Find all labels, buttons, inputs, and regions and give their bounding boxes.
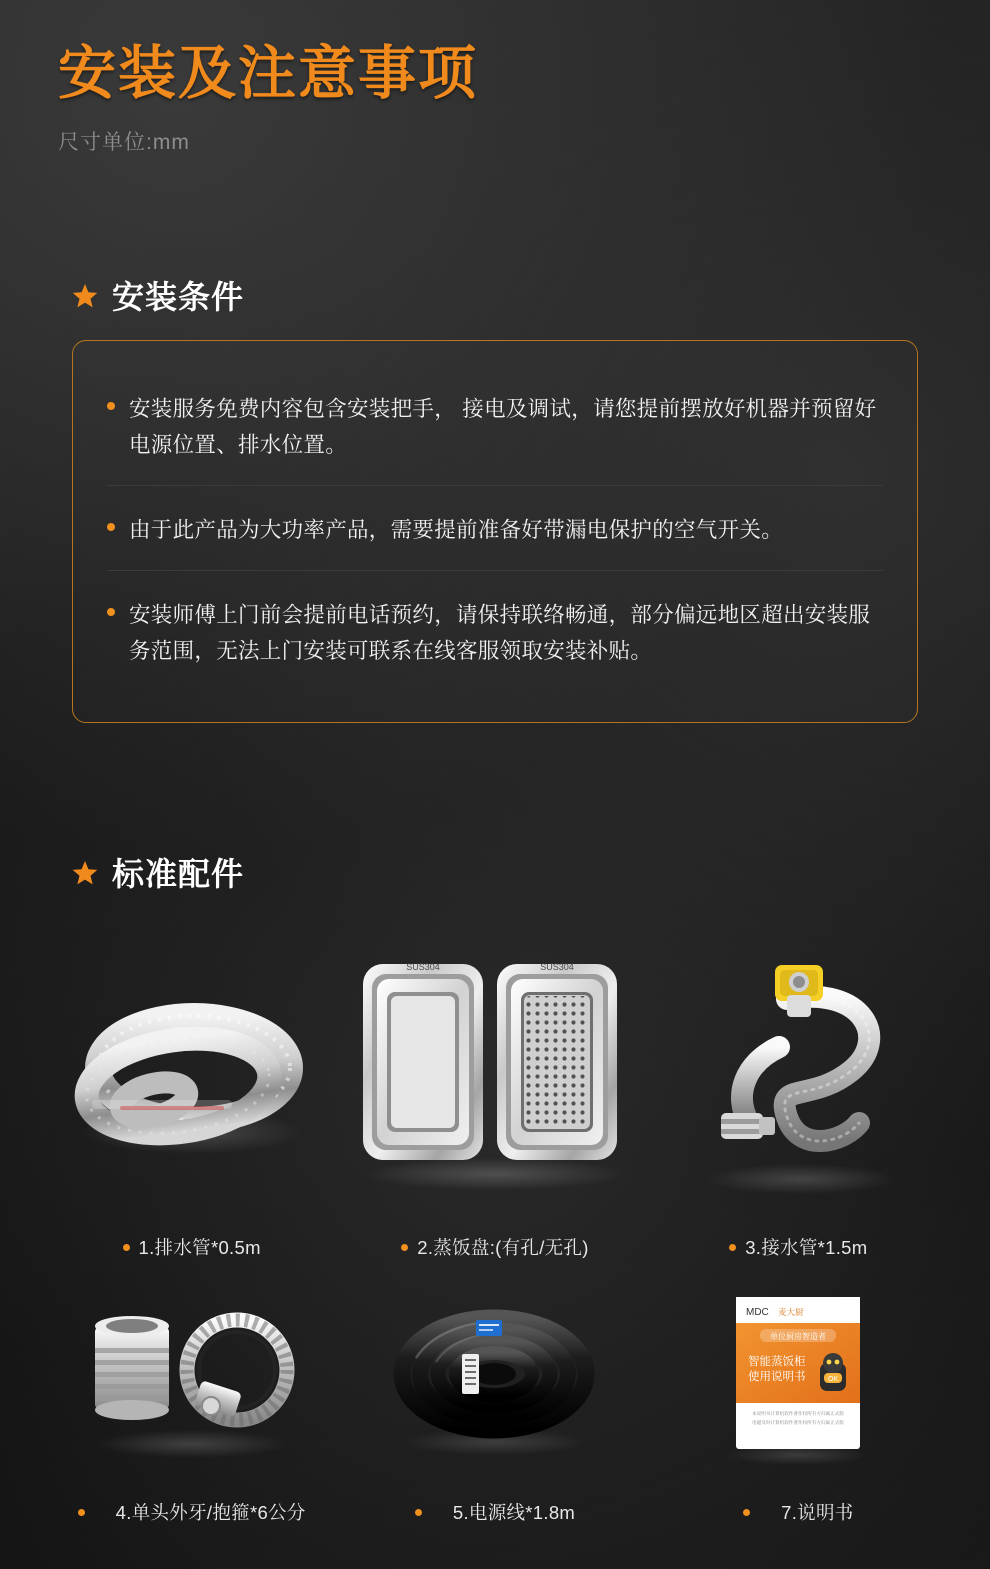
part-label-text: 4.单头外牙/抱箍*6公分 xyxy=(115,1502,306,1523)
part-item-power-cable xyxy=(343,1260,646,1525)
part-label-text: 5.电源线*1.8m xyxy=(452,1502,576,1523)
hose-clamp-icon xyxy=(40,1260,343,1493)
page-subtitle: 尺寸单位:mm xyxy=(58,130,190,154)
part-item-inlet-hose xyxy=(647,915,950,1260)
bullet-icon xyxy=(78,1509,85,1516)
section-heading-install-conditions xyxy=(72,272,244,318)
drain-hose-icon xyxy=(40,915,343,1228)
part-label-text: 1.排水管*0.5m xyxy=(138,1237,261,1258)
power-cable-icon xyxy=(343,1260,646,1493)
part-label xyxy=(401,1234,588,1260)
condition-text: 安装服务免费内容包含安装把手， 接电及调试，请您提前摆放好机器并预留好电源位置、排水位置。 xyxy=(129,397,877,458)
page-header xyxy=(58,42,478,156)
part-label xyxy=(743,1499,853,1525)
part-item-steam-trays xyxy=(343,915,646,1260)
svg-text:单位厨房智造者: 单位厨房智造者 xyxy=(770,1331,827,1341)
page-title: 安装及注意事项 xyxy=(58,41,479,106)
manual-booklet-icon xyxy=(647,1260,950,1493)
svg-text:智能蒸饭柜: 智能蒸饭柜 xyxy=(748,1355,806,1368)
condition-text: 由于此产品为大功率产品，需要提前准备好带漏电保护的空气开关。 xyxy=(129,518,784,543)
inlet-hose-icon xyxy=(647,915,950,1228)
part-label xyxy=(729,1234,867,1260)
svg-text:OK: OK xyxy=(828,1375,839,1383)
svg-text:SUS304: SUS304 xyxy=(406,961,440,972)
svg-text:麦大厨: 麦大厨 xyxy=(778,1306,804,1317)
section-heading-standard-parts xyxy=(72,849,244,895)
part-item-drain-hose xyxy=(40,915,343,1260)
svg-text:MDC: MDC xyxy=(746,1306,770,1318)
bullet-icon xyxy=(107,608,115,616)
standard-parts-grid xyxy=(40,915,950,1525)
list-item xyxy=(107,375,883,485)
bullet-icon xyxy=(401,1244,408,1251)
list-item xyxy=(107,485,883,570)
part-item-manual xyxy=(647,1260,950,1525)
steam-trays-icon xyxy=(343,915,646,1228)
bullet-icon xyxy=(123,1244,130,1251)
part-label-text: 7.说明书 xyxy=(781,1502,854,1523)
bullet-icon xyxy=(743,1509,750,1516)
part-label-text: 2.蒸饭盘:(有孔/无孔) xyxy=(417,1237,589,1258)
bullet-icon xyxy=(729,1244,736,1251)
part-label xyxy=(78,1499,306,1525)
section-title: 安装条件 xyxy=(112,279,245,315)
bullet-icon xyxy=(107,402,115,410)
part-item-hose-clamp xyxy=(40,1260,343,1525)
svg-text:使用说明书: 使用说明书 xyxy=(748,1370,806,1383)
svg-text:本说明书计算机软件著作权所有方归属正式版: 本说明书计算机软件著作权所有方归属正式版 xyxy=(752,1410,845,1416)
bullet-icon xyxy=(415,1509,422,1516)
install-conditions-box xyxy=(72,340,918,723)
svg-text:SUS304: SUS304 xyxy=(540,961,574,972)
condition-text: 安装师傅上门前会提前电话预约，请保持联络畅通，部分偏远地区超出安装服务范围，无法上门安装可联系在线客服领取安装补贴。 xyxy=(129,603,871,664)
bullet-icon xyxy=(107,523,115,531)
svg-text:电磁及时计算机软件著作权所有方归属正式版: 电磁及时计算机软件著作权所有方归属正式版 xyxy=(752,1419,845,1425)
star-icon xyxy=(72,860,98,886)
list-item xyxy=(107,570,883,691)
part-label xyxy=(415,1499,575,1525)
star-icon xyxy=(72,283,98,309)
section-title: 标准配件 xyxy=(112,856,245,892)
part-label-text: 3.接水管*1.5m xyxy=(745,1237,868,1258)
part-label xyxy=(123,1234,261,1260)
